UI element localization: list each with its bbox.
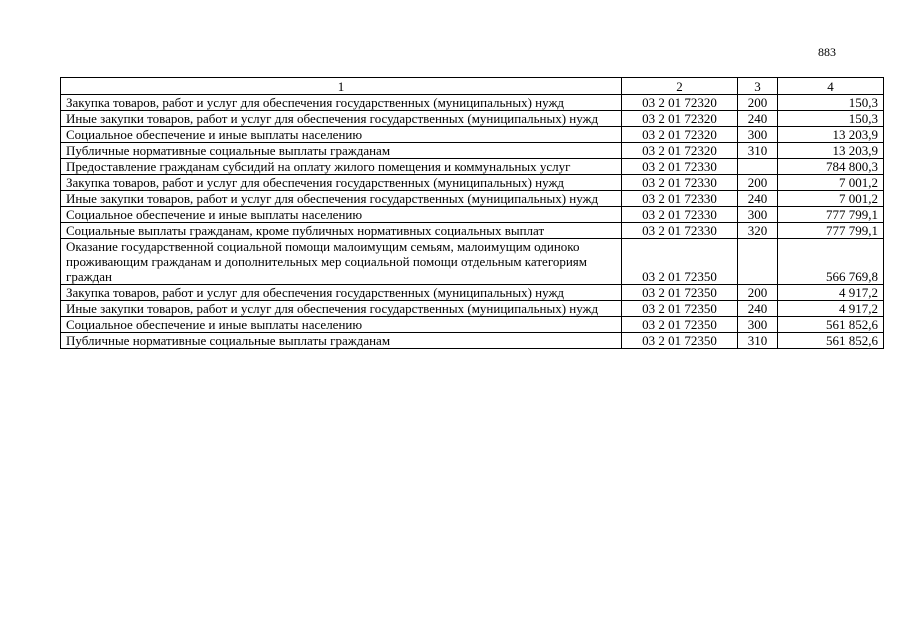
budget-table — [60, 77, 884, 349]
table-cell-vr — [738, 159, 778, 175]
column-header-code: 2 — [622, 78, 738, 95]
table-cell-name: Социальное обеспечение и иные выплаты населению — [61, 207, 622, 223]
table-row — [61, 175, 884, 191]
table-cell-name: Закупка товаров, работ и услуг для обеспечения государственных (муниципальных) нужд — [61, 285, 622, 301]
table-cell-code: 03 2 01 72350 — [622, 317, 738, 333]
table-cell-sum: 784 800,3 — [778, 159, 884, 175]
table-row — [61, 223, 884, 239]
column-header-sum: 4 — [778, 78, 884, 95]
column-header-name: 1 — [61, 78, 622, 95]
table-cell-code: 03 2 01 72330 — [622, 223, 738, 239]
table-cell-sum: 150,3 — [778, 95, 884, 111]
table-cell-vr: 320 — [738, 223, 778, 239]
table-cell-name: Закупка товаров, работ и услуг для обеспечения государственных (муниципальных) нужд — [61, 175, 622, 191]
table-header-row — [61, 78, 884, 95]
column-header-vr: 3 — [738, 78, 778, 95]
table-cell-sum: 4 917,2 — [778, 285, 884, 301]
table-cell-name: Социальные выплаты гражданам, кроме публичных нормативных социальных выплат — [61, 223, 622, 239]
table-cell-code: 03 2 01 72320 — [622, 111, 738, 127]
table-cell-code: 03 2 01 72330 — [622, 207, 738, 223]
table-cell-vr: 200 — [738, 95, 778, 111]
table-cell-code: 03 2 01 72320 — [622, 95, 738, 111]
table-row — [61, 333, 884, 349]
table-cell-sum: 150,3 — [778, 111, 884, 127]
table-row — [61, 159, 884, 175]
table-cell-sum: 4 917,2 — [778, 301, 884, 317]
table-cell-code: 03 2 01 72350 — [622, 239, 738, 285]
table-row — [61, 191, 884, 207]
table-cell-sum: 13 203,9 — [778, 127, 884, 143]
table-cell-vr: 240 — [738, 111, 778, 127]
table-cell-code: 03 2 01 72320 — [622, 127, 738, 143]
table-cell-name: Социальное обеспечение и иные выплаты населению — [61, 317, 622, 333]
table-cell-vr: 240 — [738, 191, 778, 207]
table-cell-code: 03 2 01 72350 — [622, 285, 738, 301]
table-cell-code: 03 2 01 72350 — [622, 301, 738, 317]
table-cell-sum: 566 769,8 — [778, 239, 884, 285]
table-row — [61, 127, 884, 143]
table-row — [61, 111, 884, 127]
page-number: 883 — [818, 45, 836, 59]
table-row — [61, 317, 884, 333]
table-cell-vr: 200 — [738, 285, 778, 301]
table-cell-vr — [738, 239, 778, 285]
table-cell-code: 03 2 01 72320 — [622, 143, 738, 159]
table-cell-vr: 200 — [738, 175, 778, 191]
table-cell-name: Предоставление гражданам субсидий на оплату жилого помещения и коммунальных услуг — [61, 159, 622, 175]
table-cell-vr: 300 — [738, 207, 778, 223]
table-cell-name: Публичные нормативные социальные выплаты гражданам — [61, 143, 622, 159]
table-cell-sum: 777 799,1 — [778, 223, 884, 239]
table-row — [61, 207, 884, 223]
table-cell-code: 03 2 01 72350 — [622, 333, 738, 349]
table-cell-code: 03 2 01 72330 — [622, 191, 738, 207]
table-cell-sum: 561 852,6 — [778, 317, 884, 333]
table-row — [61, 95, 884, 111]
table-cell-code: 03 2 01 72330 — [622, 175, 738, 191]
table-cell-sum: 7 001,2 — [778, 175, 884, 191]
table-cell-sum: 7 001,2 — [778, 191, 884, 207]
table-cell-code: 03 2 01 72330 — [622, 159, 738, 175]
table-cell-vr: 240 — [738, 301, 778, 317]
table-row — [61, 239, 884, 285]
table-row — [61, 143, 884, 159]
table-cell-sum: 13 203,9 — [778, 143, 884, 159]
table-cell-vr: 300 — [738, 127, 778, 143]
table-cell-name: Закупка товаров, работ и услуг для обеспечения государственных (муниципальных) нужд — [61, 95, 622, 111]
table-cell-name: Иные закупки товаров, работ и услуг для обеспечения государственных (муниципальных) нужд — [61, 111, 622, 127]
table-row — [61, 301, 884, 317]
table-cell-name: Иные закупки товаров, работ и услуг для обеспечения государственных (муниципальных) нужд — [61, 191, 622, 207]
table-cell-name: Публичные нормативные социальные выплаты гражданам — [61, 333, 622, 349]
table-cell-name: Иные закупки товаров, работ и услуг для обеспечения государственных (муниципальных) нужд — [61, 301, 622, 317]
table-cell-vr: 300 — [738, 317, 778, 333]
table-row — [61, 285, 884, 301]
table-cell-sum: 777 799,1 — [778, 207, 884, 223]
table-cell-vr: 310 — [738, 333, 778, 349]
table-cell-name: Социальное обеспечение и иные выплаты населению — [61, 127, 622, 143]
table-cell-vr: 310 — [738, 143, 778, 159]
table-cell-name: Оказание государственной социальной помощи малоимущим семьям, малоимущим одиноко проживающим гражданам и дополнительных мер социальной помощи отдельным категориям граждан — [61, 239, 622, 285]
table-cell-sum: 561 852,6 — [778, 333, 884, 349]
